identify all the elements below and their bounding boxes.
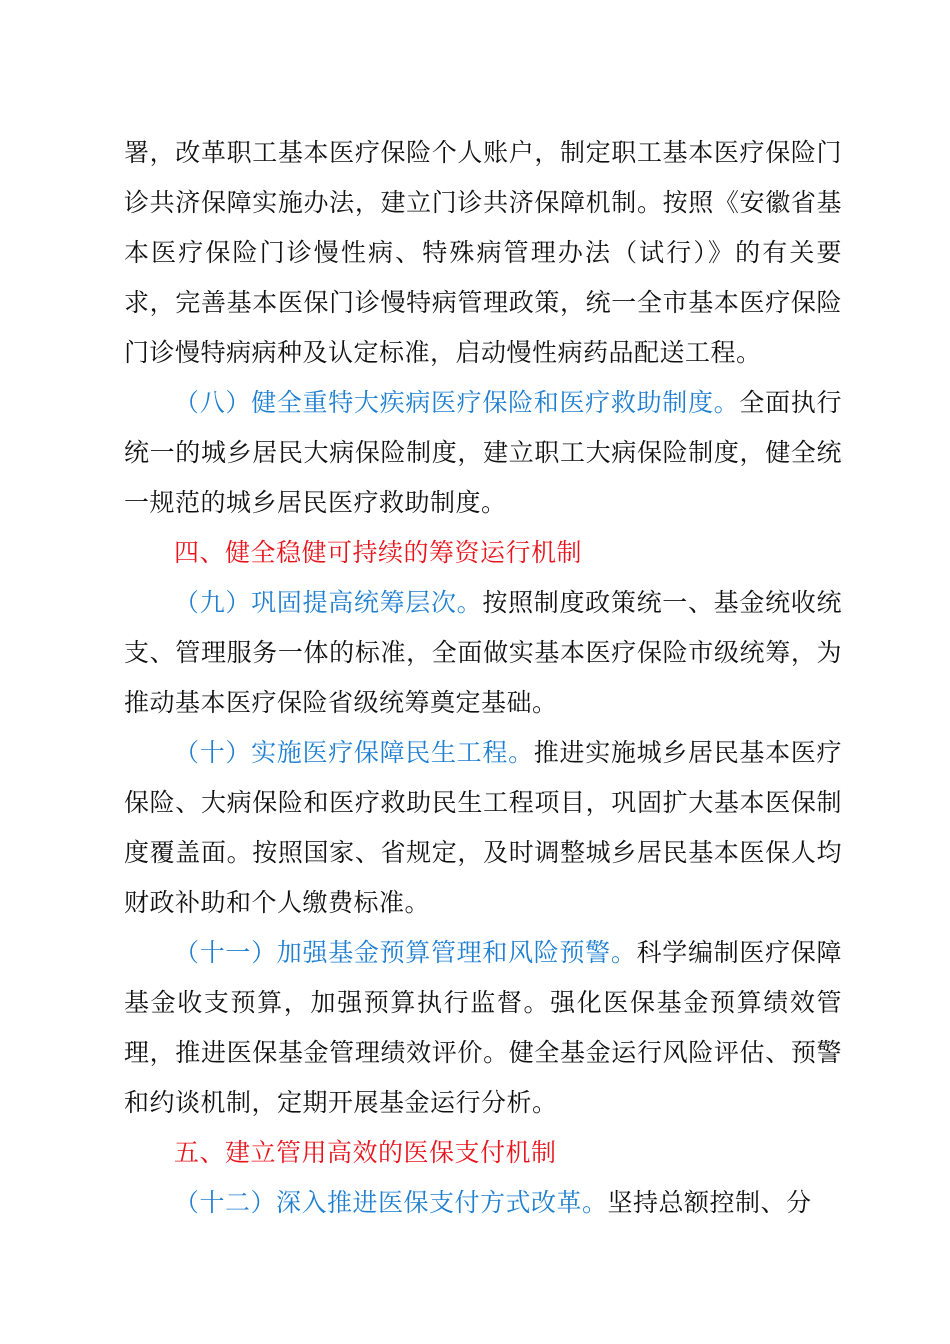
paragraph-item-9 xyxy=(124,578,842,728)
paragraph-text: 推进实施城乡居民基本医疗保险、大病保险和医疗救助民生工程项目，巩固扩大基本医保制度覆盖面。按照国家、省规定，及时调整城乡居民基本医保人均财政补助和个人缴费标准。 xyxy=(124,738,842,917)
section-heading-4: 四、健全稳健可持续的筹资运行机制 xyxy=(174,538,583,567)
paragraph-item-12 xyxy=(124,1178,842,1228)
item-heading: （十）实施医疗保障民生工程。 xyxy=(174,738,534,767)
paragraph-item-11 xyxy=(124,928,842,1128)
paragraph-text: 全面执行统一的城乡居民大病保险制度，建立职工大病保险制度，健全统一规范的城乡居民医疗救助制度。 xyxy=(124,388,842,517)
document-page xyxy=(124,128,842,1228)
paragraph-item-10 xyxy=(124,728,842,928)
paragraph-item-8 xyxy=(124,378,842,528)
paragraph-text: 署，改革职工基本医疗保险个人账户，制定职工基本医疗保险门诊共济保障实施办法，建立门诊共济保障机制。按照《安徽省基本医疗保险门诊慢性病、特殊病管理办法（试行）》的有关要求，完善基本医保门诊慢特病管理政策，统一全市基本医疗保险门诊慢特病病种及认定标准，启动慢性病药品配送工程。 xyxy=(124,138,842,367)
item-heading: （九）巩固提高统筹层次。 xyxy=(174,588,483,617)
paragraph-text: 科学编制医疗保障基金收支预算，加强预算执行监督。强化医保基金预算绩效管理，推进医保基金管理绩效评价。健全基金运行风险评估、预警和约谈机制，定期开展基金运行分析。 xyxy=(124,938,842,1117)
paragraph-continuation xyxy=(124,128,842,378)
paragraph-text: 坚持总额控制、分 xyxy=(607,1188,812,1217)
item-heading: （十二）深入推进医保支付方式改革。 xyxy=(174,1188,608,1217)
paragraph-text: 按照制度政策统一、基金统收统支、管理服务一体的标准，全面做实基本医疗保险市级统筹，为推动基本医疗保险省级统筹奠定基础。 xyxy=(124,588,842,717)
section-heading-5: 五、建立管用高效的医保支付机制 xyxy=(174,1138,557,1167)
item-heading: （八）健全重特大疾病医疗保险和医疗救助制度。 xyxy=(174,388,740,417)
item-heading: （十一）加强基金预算管理和风险预警。 xyxy=(174,938,637,967)
